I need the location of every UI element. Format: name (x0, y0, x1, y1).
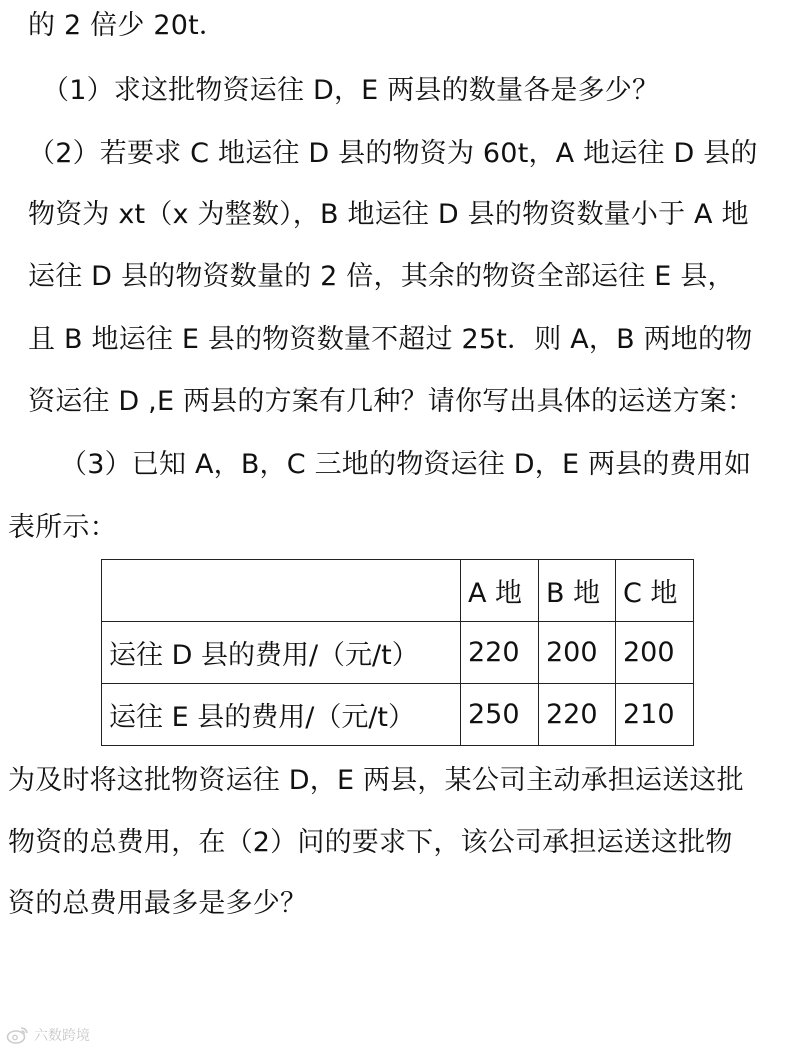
table-cell: 220 (539, 684, 616, 746)
question-3-line-1: （3）已知 A，B，C 三地的物资运往 D，E 两县的费用如 (60, 449, 752, 480)
question-2-line-5: 资运往 D ,E 两县的方案有几种？请你写出具体的运送方案： (28, 386, 755, 417)
table-row-label: 运往 E 县的费用/（元/t） (102, 684, 461, 746)
question-3-line-5: 资的总费用最多是多少？ (8, 888, 308, 919)
table-header-cell: B 地 (539, 560, 616, 622)
problem-line-1: 的 2 倍少 20t． (28, 10, 227, 41)
question-2-line-4: 且 B 地运往 E 县的物资数量不超过 25t．则 A，B 两地的物 (28, 324, 753, 355)
question-3-line-3: 为及时将这批物资运往 D，E 两县，某公司主动承担运送这批 (8, 765, 744, 796)
question-1: （1）求这批物资运往 D，E 两县的数量各是多少？ (42, 75, 660, 106)
table-cell: 200 (539, 622, 616, 684)
question-2-line-2: 物资为 xt（x 为整数），B 地运往 D 县的物资数量小于 A 地 (28, 199, 749, 230)
table-header-cell: C 地 (616, 560, 694, 622)
table-cell: 200 (616, 622, 694, 684)
table-header-row (102, 560, 694, 622)
table-row-label: 运往 D 县的费用/（元/t） (102, 622, 461, 684)
watermark (6, 1025, 90, 1045)
table-row (102, 684, 694, 746)
watermark-text: 六数跨境 (34, 1028, 90, 1044)
table-row (102, 622, 694, 684)
question-2-line-3: 运往 D 县的物资数量的 2 倍，其余的物资全部运往 E 县， (28, 261, 735, 292)
table-header-cell (102, 560, 461, 622)
cost-table (101, 559, 694, 746)
table-header-cell: A 地 (461, 560, 539, 622)
question-2-line-1: （2）若要求 C 地运往 D 县的物资为 60t，A 地运往 D 县的 (28, 138, 758, 169)
question-3-line-4: 物资的总费用，在（2）问的要求下，该公司承担运送这批物 (8, 827, 733, 858)
question-3-line-2: 表所示： (8, 512, 117, 543)
table-cell: 250 (461, 684, 539, 746)
table-cell: 210 (616, 684, 694, 746)
table-cell: 220 (461, 622, 539, 684)
weibo-logo-icon (6, 1025, 30, 1045)
